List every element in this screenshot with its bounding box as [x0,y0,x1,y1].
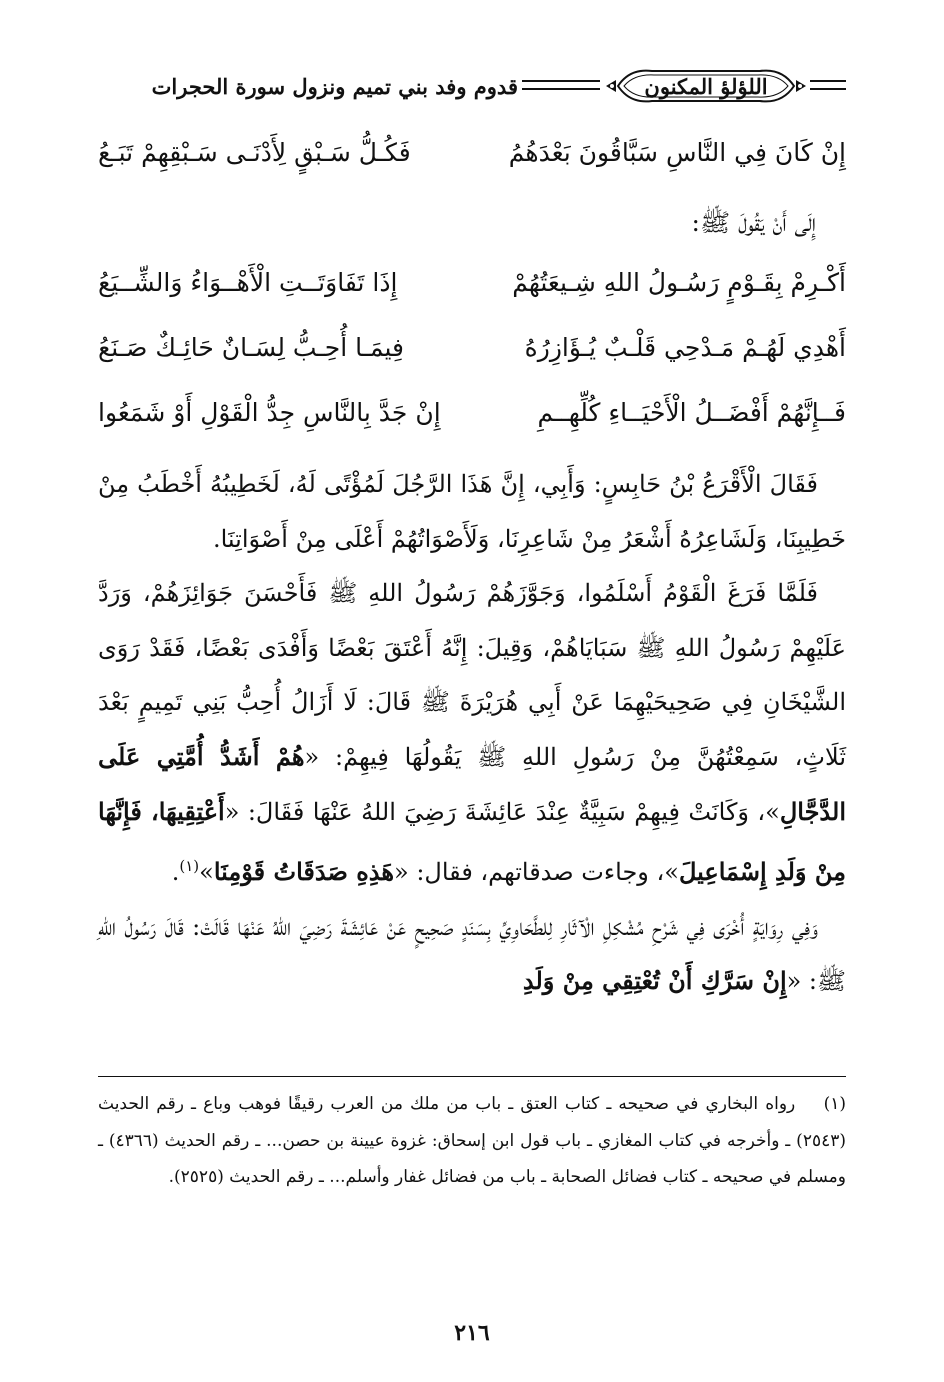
header-rule-right [810,80,846,90]
verse-first-hemistich: أَهْدِي لَهُـمْ مَـدْحِي قَلْـبٌ يُـؤَازِرُهُ [524,333,846,362]
footnote [98,1086,846,1196]
verse-first-hemistich: فَــإِنَّهُمْ أَفْضَــلُ الْأَحْيَــاءِ كُلِّهِــمِ [537,398,846,427]
book-title-emblem [604,66,808,106]
paragraph [98,900,846,1009]
paragraph-text: . [171,858,180,887]
verse-first-hemistich: إِنْ كَانَ فِي النَّاسِ سَبَّاقُونَ بَعْدَهُمُ [508,138,846,167]
paragraph-text: »، وجاءت صدقاتهم، فقال: « [394,858,679,887]
verse-first-hemistich: أَكْـرِمْ بِقَـوْمٍ رَسُـولُ اللهِ شِـيعَتُهُمْ [512,268,846,297]
paragraph: فَقَالَ الْأَقْرَعُ بْنُ حَابِسٍ: وَأَبِي، إِنَّ هَذَا الرَّجُلَ لَمُؤْتًى لَهُ، لَخَطِيبُهُ أَخْطَبُ مِنْ خَطِيبِنَا، وَلَشَاعِرُهُ أَشْعَرُ مِنْ شَاعِرِنَا، وَلَأَصْوَاتُهُمْ أَعْلَى مِنْ أَصْوَاتِنَا. [98,470,846,553]
verse-line-4 [98,398,846,442]
verse-second-hemistich: إِذَا تَفَاوَتَــتِ الْأَهْــوَاءُ وَالشِّــيَعُ [98,268,398,297]
hadith-quote: هُمْ أَشَدُّ أُمَّتِي عَلَى الدَّجَّالِ [98,741,846,826]
footnote-marker: (١) [823,1094,846,1114]
running-header [98,66,846,112]
verse-second-hemistich: فَكُـلُّ سَـبْقٍ لِأَدْنَـى سَـبْقِهِمْ تَبَـعُ [98,138,411,167]
footnote-separator [98,1076,846,1077]
verse-line-1 [98,138,846,182]
paragraph-text: » [199,858,214,887]
hadith-quote: إِنْ سَرَّكِ أَنْ تُعْتِقِي مِنْ وَلَدِ [522,966,787,996]
paragraph-text: فَلَمَّا فَرَغَ الْقَوْمُ أَسْلَمُوا، وَجَوَّزَهُمْ رَسُولُ اللهِ ﷺ فَأَحْسَنَ جَوَائِزَهُمْ، وَرَدَّ عَلَيْهِمْ رَسُولُ اللهِ ﷺ سَبَايَاهُمْ، وَقِيلَ: إِنَّهُ أَعْتَقَ بَعْضًا وَأَفْدَى بَعْضًا، فَقَدْ رَوَى الشَّيْخَانِ فِي صَحِيحَيْهِمَا عَنْ أَبِي هُرَيْرَةَ ﷺ قَالَ: لَا أَزَالُ أُحِبُّ بَنِي تَمِيمٍ بَعْدَ ثَلَاثٍ، سَمِعْتُهُنَّ مِنْ رَسُولِ اللهِ ﷺ يَقُولُهَا فِيهِمْ: « [98,579,847,771]
footnote-reference: (١) [179,857,200,876]
paragraph [98,566,846,900]
hadith-quote: هَذِهِ صَدَقَاتُ قَوْمِنَا [213,857,395,887]
book-title: اللؤلؤ المكنون [644,73,768,99]
verse-line-2 [98,268,846,312]
page-number: ٢١٦ [454,1320,490,1346]
main-text [98,457,846,1009]
verse-second-hemistich: إِنْ جَدَّ بِالنَّاسِ جِدُّ الْقَوْلِ أَوْ شَمَعُوا [98,398,441,427]
header-rule-middle [522,80,600,90]
paragraph-text: وَفِي رِوَايَةٍ أُخْرَى فِي شَرْحِ مُشْكِلِ الْآثَارِ لِلطَّحَاوِيِّ بِسَنَدٍ صَحِيحٍ عَنْ عَائِشَةَ رَضِيَ اللهُ عَنْهَا قَالَتْ: قَالَ رَسُولُ اللهِ ﷺ: « [98,912,846,996]
verse-line-3 [98,333,846,377]
paragraph-text: »، وَكَانَتْ فِيهِمْ سَبِيَّةٌ عِنْدَ عَائِشَةَ رَضِيَ اللهُ عَنْهَا فَقَالَ: « [224,797,780,826]
hadith-quote: أَعْتِقِيهَا، فَإِنَّهَا مِنْ وَلَدِ إِسْمَاعِيلَ [98,796,846,887]
footnote-text: رواه البخاري في صحيحه ـ كتاب العتق ـ باب من ملك من العرب رقيقًا فوهب وباع ـ رقم الحديث (٢٥٤٣) ـ وأخرجه في كتاب المغازي ـ باب قول ابن إسحاق: غزوة عيينة بن حصن... ـ رقم الحديث (٤٣٦٦) ـ ومسلم في صحيحه ـ كتاب فضائل الصحابة ـ باب من فضائل غفار وأسلم... ـ رقم الحديث (٢٥٢٥). [98,1094,846,1187]
verse-second-hemistich: فِيمَـا أُحِـبُّ لِسَـانٌ حَائِـكٌ صَـنَعُ [98,333,404,362]
chapter-title: قدوم وفد بني تميم ونزول سورة الحجرات [151,74,518,99]
verse-intro-line: إِلَى أَنْ يَقُولَ ﷺ: [691,208,816,237]
